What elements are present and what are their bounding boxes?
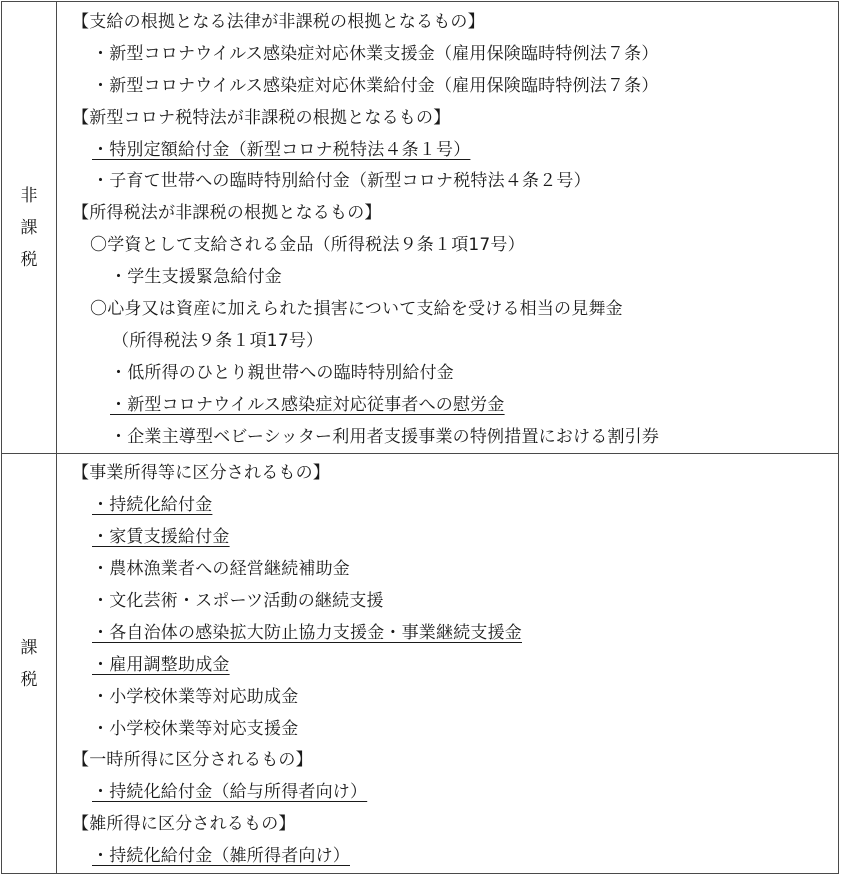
list-item-text: ・低所得のひとり親世帯への臨時特別給付金: [110, 362, 454, 383]
list-item-text: ・持続化給付金: [92, 495, 213, 516]
list-item-text: 〇心身又は資産に加えられた損害について支給を受ける相当の見舞金: [90, 299, 623, 320]
list-item: [72, 262, 838, 294]
tax-classification-table: [1, 1, 839, 874]
list-item: [72, 294, 838, 326]
list-item-text: 【雑所得に区分されるもの】: [72, 814, 296, 835]
list-item-text: ・各自治体の感染拡大防止協力支援金・事業継続支援金: [92, 622, 522, 643]
list-item-text: 【支給の根拠となる法律が非課税の根拠となるもの】: [72, 12, 485, 32]
list-item: [72, 586, 838, 618]
list-item-text: ・雇用調整助成金: [92, 654, 230, 675]
list-item-text: ・子育て世帯への臨時特別給付金（新型コロナ税特法４条２号）: [92, 171, 591, 192]
section-heading: [72, 458, 838, 490]
section-heading: [72, 198, 838, 230]
content-cell-non-taxable: [57, 2, 839, 454]
list-item-text: ・特別定額給付金（新型コロナ税特法４条１号）: [92, 139, 471, 160]
list-item: [72, 422, 838, 454]
list-item-text: ・企業主導型ベビーシッター利用者支援事業の特例措置における割引券: [110, 426, 660, 447]
list-item-text: ・学生支援緊急給付金: [110, 267, 282, 288]
item-list-taxable: [57, 454, 838, 873]
list-item: [72, 71, 838, 103]
section-heading: [72, 7, 838, 39]
list-item: [72, 618, 838, 650]
category-label-non-taxable: 非課税: [20, 185, 38, 270]
section-heading: [72, 103, 838, 135]
content-cell-taxable: [57, 454, 839, 874]
list-item-text: 【一時所得に区分されるもの】: [72, 750, 313, 771]
list-item: [72, 390, 838, 422]
list-item-text: ・家賃支援給付金: [92, 527, 230, 548]
list-item: [72, 490, 838, 522]
list-item-text: ・小学校休業等対応助成金: [92, 686, 299, 707]
section-heading: [72, 745, 838, 777]
list-item: [72, 326, 838, 358]
list-item: [72, 650, 838, 682]
list-item-text: 【事業所得等に区分されるもの】: [72, 463, 330, 484]
list-item-text: （所得税法９条１項17号）: [112, 330, 324, 351]
category-label-taxable: 課税: [20, 637, 38, 690]
list-item-text: ・持続化給付金（雑所得者向け）: [92, 846, 350, 867]
item-list-non-taxable: [57, 2, 838, 453]
list-item: [72, 522, 838, 554]
list-item: [72, 841, 838, 873]
table-row-non-taxable: [2, 2, 839, 454]
list-item: [72, 39, 838, 71]
list-item-text: ・文化芸術・スポーツ活動の継続支援: [92, 591, 384, 612]
category-cell-non-taxable: [2, 2, 57, 454]
list-item-text: ・新型コロナウイルス感染症対応休業支援金（雇用保険臨時特例法７条）: [92, 43, 659, 64]
list-item-text: ・農林漁業者への経営継続補助金: [92, 559, 350, 580]
section-heading: [72, 809, 838, 841]
list-item: [72, 554, 838, 586]
list-item-text: 〇学資として支給される金品（所得税法９条１項17号）: [90, 235, 525, 256]
list-item: [72, 166, 838, 198]
table-row-taxable: [2, 454, 839, 874]
list-item: [72, 714, 838, 746]
list-item: [72, 135, 838, 167]
list-item: [72, 230, 838, 262]
list-item-text: ・小学校休業等対応支援金: [92, 718, 299, 739]
list-item-text: ・新型コロナウイルス感染症対応休業給付金（雇用保険臨時特例法７条）: [92, 75, 659, 96]
list-item: [72, 682, 838, 714]
list-item-text: ・持続化給付金（給与所得者向け）: [92, 782, 368, 803]
list-item-text: 【所得税法が非課税の根拠となるもの】: [72, 203, 382, 224]
category-cell-taxable: [2, 454, 57, 874]
list-item-text: 【新型コロナ税特法が非課税の根拠となるもの】: [72, 107, 451, 128]
list-item-text: ・新型コロナウイルス感染症対応従事者への慰労金: [110, 394, 505, 415]
list-item: [72, 358, 838, 390]
list-item: [72, 777, 838, 809]
